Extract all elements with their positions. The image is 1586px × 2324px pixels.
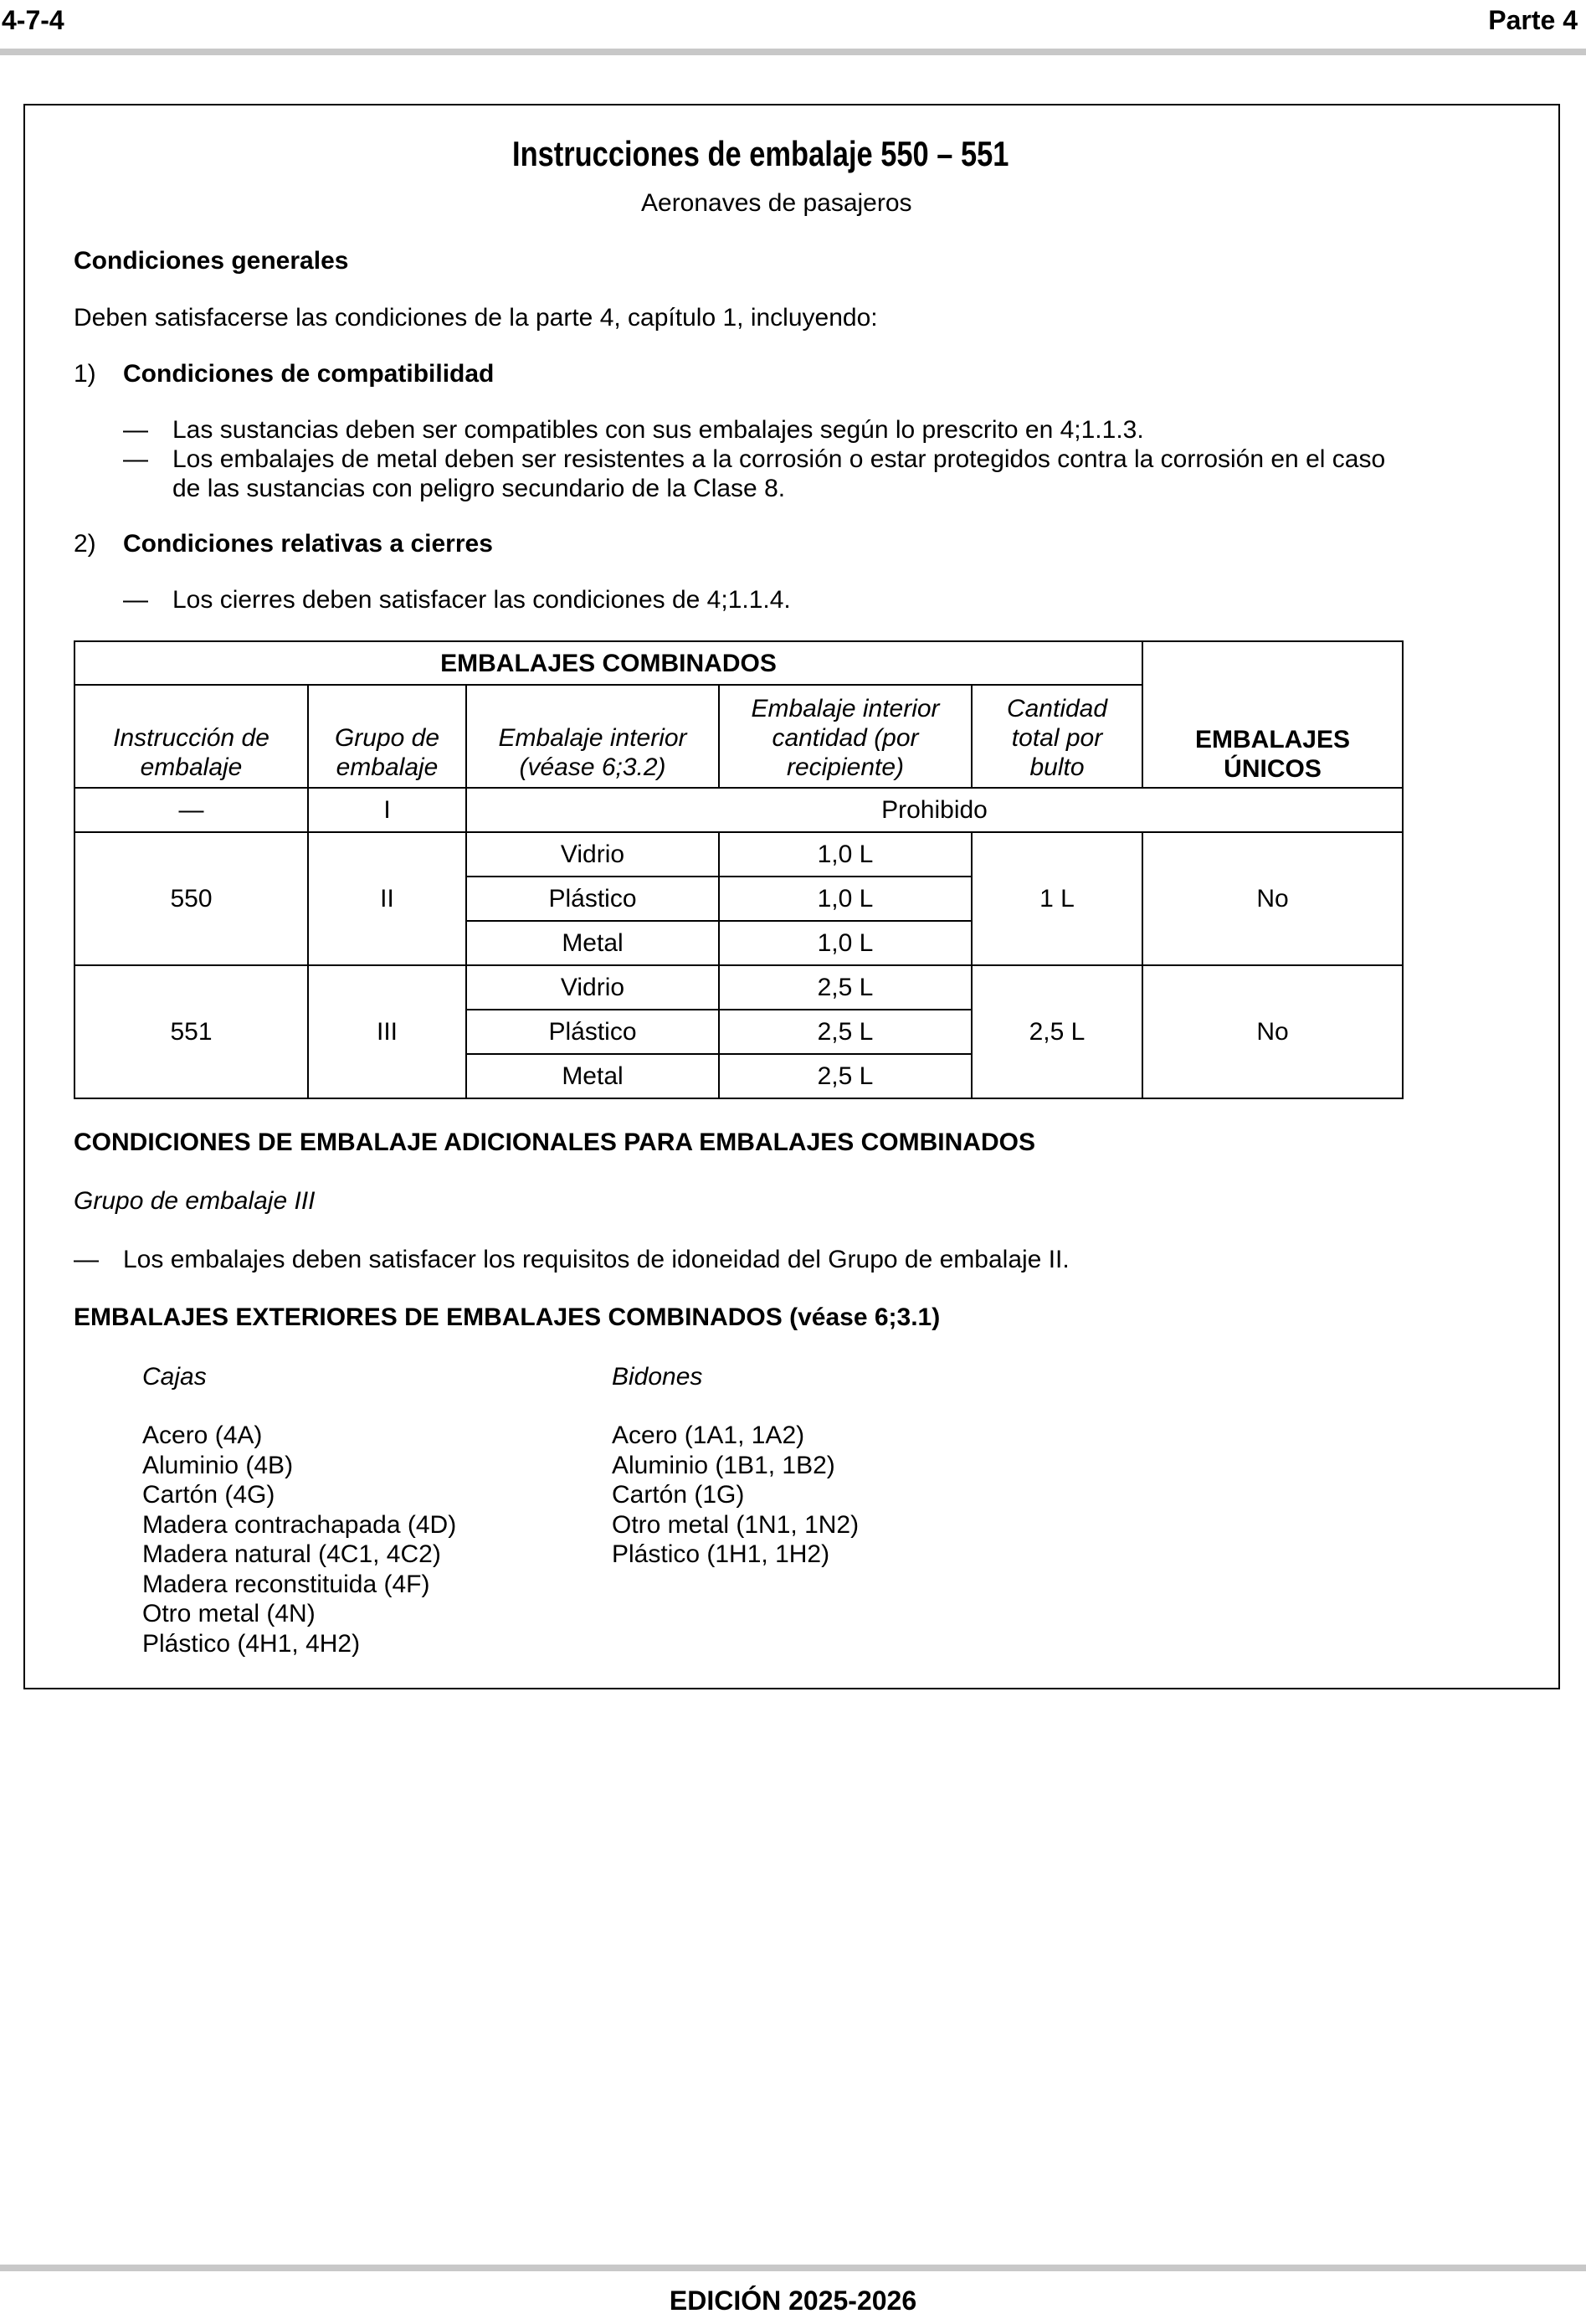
list-item: Aluminio (1B1, 1B2) xyxy=(612,1451,835,1479)
inner-material-cell: Plástico xyxy=(466,1010,719,1054)
dash-1: — xyxy=(123,416,148,444)
general-intro: Deben satisfacerse las condiciones de la parte 4, capítulo 1, incluyendo: xyxy=(74,304,878,332)
outer-heading: EMBALAJES EXTERIORES DE EMBALAJES COMBINADOS (véase 6;3.1) xyxy=(74,1303,941,1331)
list-item: Cartón (1G) xyxy=(612,1481,745,1509)
inner-qty-cell: 1,0 L xyxy=(719,832,972,877)
inner-qty-cell: 2,5 L xyxy=(719,1054,972,1098)
list-item: Otro metal (1N1, 1N2) xyxy=(612,1510,860,1539)
general-heading: Condiciones generales xyxy=(74,247,349,275)
list-item: Otro metal (4N) xyxy=(142,1600,316,1627)
col-inner-qty-header: Embalaje interior cantidad (por recipiente) xyxy=(719,685,972,788)
list-item: Madera contrachapada (4D) xyxy=(142,1510,457,1539)
single-packaging-cell: No xyxy=(1142,832,1403,965)
condition-2-item-1: Los cierres deben satisfacer las condiciones de 4;1.1.4. xyxy=(172,586,791,614)
inner-qty-cell: 2,5 L xyxy=(719,1010,972,1054)
drums-list xyxy=(612,1421,859,1570)
condition-1-item-2a: Los embalajes de metal deben ser resistentes a la corrosión o estar protegidos contra la corrosión en el caso xyxy=(172,445,1386,473)
group-ii-cell: II xyxy=(308,832,466,965)
list-item: Madera natural (4C1, 4C2) xyxy=(142,1540,441,1568)
inner-material-cell: Metal xyxy=(466,1054,719,1098)
header-rule xyxy=(0,49,1586,55)
instruction-551-cell: 551 xyxy=(74,965,308,1098)
inner-material-cell: Metal xyxy=(466,921,719,965)
dash-2: — xyxy=(123,445,148,473)
forbidden-cell: Prohibido xyxy=(466,788,1403,832)
total-qty-cell: 2,5 L xyxy=(972,965,1142,1098)
inner-material-cell: Vidrio xyxy=(466,832,719,877)
total-qty-cell: 1 L xyxy=(972,832,1142,965)
condition-1-title: Condiciones de compatibilidad xyxy=(123,360,495,388)
list-item: Acero (1A1, 1A2) xyxy=(612,1422,805,1449)
footer-rule xyxy=(0,2265,1586,2271)
part-label: Parte 4 xyxy=(1488,5,1578,35)
list-item: Aluminio (4B) xyxy=(142,1451,294,1479)
boxes-list xyxy=(142,1421,456,1658)
page-number: 4-7-4 xyxy=(2,5,64,35)
additional-heading: CONDICIONES DE EMBALAJE ADICIONALES PARA EMBALAJES COMBINADOS xyxy=(74,1129,1035,1156)
boxes-title: Cajas xyxy=(142,1363,207,1391)
list-item: Acero (4A) xyxy=(142,1422,263,1449)
page-subtitle: Aeronaves de pasajeros xyxy=(641,189,912,217)
packing-table xyxy=(74,640,1404,1099)
instruction-550-cell: 550 xyxy=(74,832,308,965)
condition-1-item-2b: de las sustancias con peligro secundario de la Clase 8. xyxy=(172,475,786,502)
list-item: Cartón (4G) xyxy=(142,1481,275,1509)
list-item: Madera reconstituida (4F) xyxy=(142,1570,430,1598)
col-total-header: Cantidad total por bulto xyxy=(972,685,1142,788)
edition-footer: EDICIÓN 2025-2026 xyxy=(669,2285,917,2316)
list-item: Plástico (1H1, 1H2) xyxy=(612,1540,830,1568)
page-header xyxy=(0,0,1586,59)
group-iii-cell: III xyxy=(308,965,466,1098)
col-group-header: Grupo de embalaje xyxy=(308,685,466,788)
condition-2-number: 2) xyxy=(74,530,96,558)
additional-item-1: Los embalajes deben satisfacer los requisitos de idoneidad del Grupo de embalaje II. xyxy=(123,1246,1070,1273)
additional-group-label: Grupo de embalaje III xyxy=(74,1187,316,1215)
dash-3: — xyxy=(123,586,148,614)
inner-qty-cell: 2,5 L xyxy=(719,965,972,1010)
page-title: Instrucciones de embalaje 550 – 551 xyxy=(512,134,1009,173)
combined-packaging-header: EMBALAJES COMBINADOS xyxy=(74,641,1142,685)
condition-2-title: Condiciones relativas a cierres xyxy=(123,530,493,558)
inner-qty-cell: 1,0 L xyxy=(719,877,972,921)
condition-1-number: 1) xyxy=(74,360,96,388)
inner-material-cell: Vidrio xyxy=(466,965,719,1010)
col-inner-header: Embalaje interior (véase 6;3.2) xyxy=(466,685,719,788)
forbidden-group-cell: I xyxy=(308,788,466,832)
inner-qty-cell: 1,0 L xyxy=(719,921,972,965)
list-item: Plástico (4H1, 4H2) xyxy=(142,1629,361,1658)
forbidden-instruction-cell: — xyxy=(74,788,308,832)
drums-title: Bidones xyxy=(612,1363,703,1391)
condition-1-item-1: Las sustancias deben ser compatibles con sus embalajes según lo prescrito en 4;1.1.3. xyxy=(172,416,1144,444)
col-instruction-header: Instrucción de embalaje xyxy=(74,685,308,788)
single-packaging-cell: No xyxy=(1142,965,1403,1098)
dash-4: — xyxy=(74,1246,99,1273)
single-packaging-header: EMBALAJES ÚNICOS xyxy=(1142,641,1403,788)
inner-material-cell: Plástico xyxy=(466,877,719,921)
